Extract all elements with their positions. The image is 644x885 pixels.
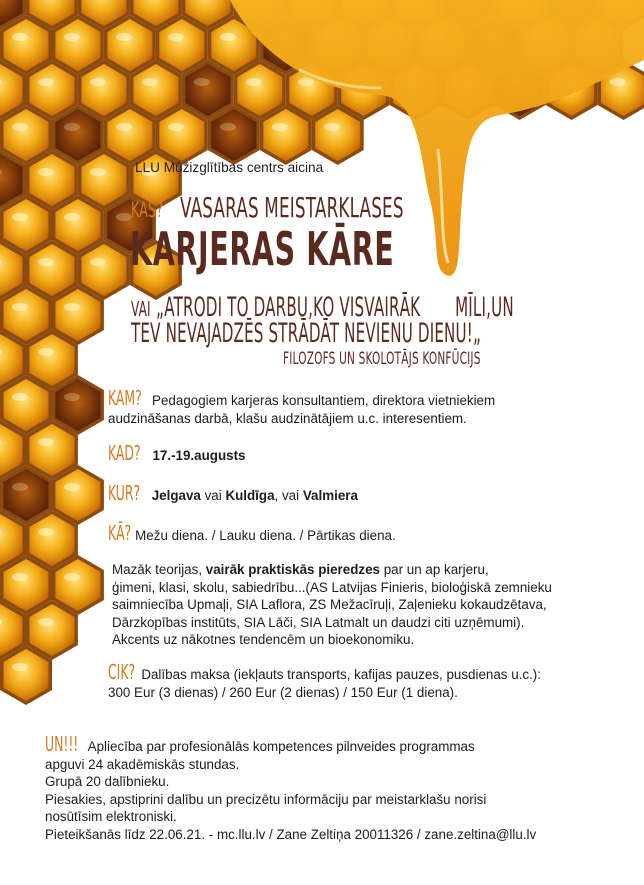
kur-sep-1: vai <box>200 488 226 503</box>
kas-title: VASARAS MEISTARKLASES <box>180 191 405 224</box>
kam-label: KAM? <box>108 386 142 410</box>
ka-label: KĀ? <box>108 521 132 545</box>
section-kad <box>108 441 246 465</box>
un-line-6: Pieteikšanās līdz 22.06.21. - mc.llu.lv / Zane Zeltiņa 20011326 / zane.zeltina@llu.lv <box>45 826 537 842</box>
vai-label: VAI <box>131 297 151 321</box>
kad-date: 17.-19.augusts <box>152 448 246 463</box>
ka-details-1c: par un ap karjeru, <box>379 562 489 577</box>
section-kam <box>108 386 628 427</box>
cik-text-2: 300 Eur (3 dienas) / 260 Eur (2 dienas) / 150 Eur (1 diena). <box>108 684 458 700</box>
ka-text: Mežu diena. / Lauku diena. / Pārtikas diena. <box>131 528 396 543</box>
kas-label: KAS? <box>131 198 164 222</box>
kur-label: KUR? <box>108 481 141 505</box>
kam-text-1: Pedagogiem karjeras konsultantiem, direktora vietniekiem <box>148 393 496 408</box>
kur-place-2: Kuldīga <box>225 488 275 503</box>
kad-label: KAD? <box>108 441 141 465</box>
section-cik <box>108 660 638 701</box>
ka-details <box>112 561 632 649</box>
section-ka <box>108 521 396 545</box>
main-title: KARJERAS KĀRE <box>130 222 395 276</box>
quote-author: FILOZOFS UN SKOLOTĀJS KONFŪCIJS <box>283 349 481 369</box>
kam-text-2: audzināšanas darbā, klašu audzinātājiem u.c. interesentiem. <box>108 410 467 426</box>
section-un <box>45 732 640 844</box>
un-line-2: apguvi 24 akadēmiskās stundas. <box>45 756 240 772</box>
un-line-3: Grupā 20 dalībnieku. <box>45 774 170 790</box>
un-line-5: nosūtīsim elektroniski. <box>45 809 177 825</box>
un-line-4: Piesakies, apstiprini dalību un precizētu informāciju par meistarklašu norisi <box>45 791 487 807</box>
un-label: UN!!! <box>45 732 79 756</box>
kur-sep-2: , vai <box>274 488 303 503</box>
kur-place-1: Jelgava <box>151 488 201 503</box>
kur-place-3: Valmiera <box>302 488 358 503</box>
ka-details-4: Dārzkopības institūts, SIA Lāči, SIA Latmalt un daudzi citi uzņēmumi). <box>112 614 525 630</box>
quote-text-1: „ATRODI TO DARBU,KO VISVAIRĀK MĪLI,UN <box>155 292 514 323</box>
intro-text: LLU Mūžizglītības centrs aicina <box>135 160 324 175</box>
un-line-1: Apliecība par profesionālās kompetences pilnveides programmas <box>84 739 475 754</box>
cik-label: CIK? <box>108 660 136 684</box>
ka-details-2: ģimeni, klasi, skolu, sabiedrību...(AS Latvijas Finieris, bioloģiskā zemnieku <box>112 579 552 595</box>
ka-details-3: saimniecība Upmaļi, SIA Laflora, ZS Mežacīruļi, Zaļenieku kokaudzētava, <box>112 597 547 613</box>
quote-line2: TEV NEVAJADZĒS STRĀDĀT NEVIENU DIENU!„ <box>131 318 482 349</box>
ka-details-1a: Mazāk teorijas, <box>112 562 206 577</box>
ka-details-5: Akcents uz nākotnes tendencēm un bioekonomiku. <box>112 632 415 648</box>
section-kur <box>108 481 358 505</box>
cik-text-1: Dalības maksa (iekļauts transports, kafijas pauzes, pusdienas u.c.): <box>137 667 541 682</box>
ka-details-1b: vairāk praktiskās pieredzes <box>205 562 380 577</box>
kas-heading <box>131 191 553 224</box>
